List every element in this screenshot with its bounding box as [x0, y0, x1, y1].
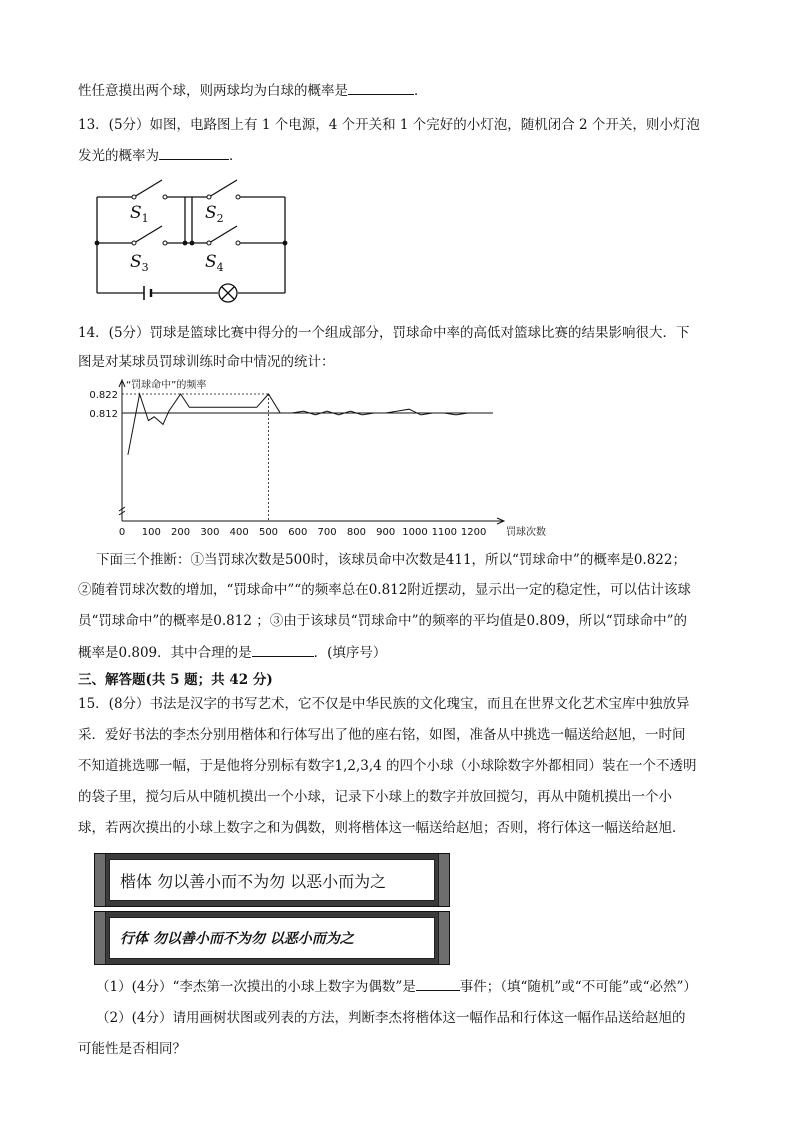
q14-para2: ②随着罚球次数的增加，“罚球命中”“的频率总在0.812附近摆动，显示出一定的稳定性，可以估计该球 — [78, 582, 691, 598]
frequency-series-line — [128, 394, 480, 455]
q13-line2 — [78, 145, 243, 166]
answer-blank — [348, 80, 414, 95]
circuit-diagram — [92, 175, 292, 300]
q15-sub2: （2）(4分）请用画树状图或列表的方法，判断李杰将楷体这一幅作品和行体这一幅作品送给赵旭的 — [96, 1010, 686, 1026]
switch-label-s4: $S_4$ — [205, 252, 224, 274]
x-tick-label: 1000 — [402, 527, 428, 538]
y-tick-label: 0.812 — [89, 409, 118, 420]
switch-label-s3: $S_3$ — [130, 252, 149, 274]
q13-end: ． — [229, 148, 243, 164]
q15-line2: 采．爱好书法的李杰分别用楷体和行体写出了他的座右铭，如图，准备从中挑选一幅送给赵旭，一时间 — [78, 727, 686, 743]
calligraphy-scroll-kaishu — [94, 853, 450, 907]
x-tick-label: 800 — [346, 527, 366, 538]
x-tick-label: 1200 — [460, 527, 487, 538]
q15-sub2-cont: 可能性是否相同？ — [78, 1041, 186, 1057]
q15-sub1 — [96, 976, 697, 997]
q12-tail-line — [78, 80, 428, 101]
answer-blank — [252, 642, 314, 657]
q12-tail-text: 性任意摸出两个球，则两球均为白球的概率是 — [78, 83, 348, 99]
q15-line4: 的袋子里，搅匀后从中随机摸出一个小球，记录下小球上的数字并放回搅匀，再从中随机摸出一个小 — [78, 789, 672, 805]
q14-para3: 员“罚球命中”的概率是0.812 ；③由于该球员“罚球命中”的频率的平均值是0.809，所以“罚球命中”的 — [78, 613, 687, 629]
x-tick-label: 0 — [118, 527, 126, 538]
x-tick-label: 1100 — [431, 527, 458, 538]
q15-line5: 球，若两次摸出的小球上数字之和为偶数，则将楷体这一幅送给赵旭；否则，将行体这一幅送给赵旭． — [78, 820, 686, 836]
section-title: 三、解答题(共 5 题；共 42 分) — [78, 672, 273, 688]
x-tick-label: 600 — [288, 527, 308, 538]
answer-blank — [159, 145, 229, 160]
q15-line1: 15．(8分）书法是汉字的书写艺术，它不仅是中华民族的文化瑰宝，而且在世界文化艺术宝库中独放异 — [78, 696, 690, 712]
q15-line3: 不知道挑选哪一幅，于是他将分别标有数字1,2,3,4 的四个小球（小球除数字外都相同）装在一个不透明 — [78, 758, 697, 774]
x-tick-label: 500 — [258, 527, 279, 538]
switch-label-s1: $S_1$ — [130, 203, 149, 225]
q13-line2-text: 发光的概率为 — [78, 148, 159, 164]
y-axis-label: “罚球命中”的频率 — [126, 380, 207, 391]
x-axis-label: 罚球次数 — [506, 527, 546, 538]
q14-line2: 图是对某球员罚球训练时命中情况的统计： — [78, 354, 335, 370]
answer-blank — [416, 976, 460, 991]
scroll-xingshu-text: 行体 勿以善小而不为勿 以恶小而为之 — [120, 931, 354, 947]
q13-line1: 13．(5分）如图，电路图上有 1 个电源，4 个开关和 1 个完好的小灯泡，随机闭合 2 个开关，则小灯泡 — [78, 117, 700, 133]
q14-para4-end: ．(填序号） — [313, 645, 387, 661]
x-tick-label: 400 — [229, 527, 249, 538]
q14-para4-text: 概率是0.809．其中合理的是 — [78, 645, 252, 661]
x-tick-label: 300 — [200, 527, 220, 538]
q12-tail-end: ． — [414, 83, 428, 99]
y-tick-label: 0.822 — [89, 390, 118, 401]
x-tick-label: 200 — [171, 527, 191, 538]
q15-sub1-text: （1）(4分）“李杰第一次摸出的小球上数字为偶数”是 — [96, 979, 416, 995]
q15-sub1-end: 事件；（填“随机”或“不可能”或“必然”） — [459, 979, 697, 995]
x-tick-label: 100 — [141, 527, 161, 538]
switch-label-s2: $S_2$ — [205, 203, 224, 225]
q14-para4 — [78, 642, 386, 663]
q14-para1: 下面三个推断：①当罚球次数是500时，该球员命中次数是411，所以“罚球命中”的概率是0.822； — [96, 552, 686, 568]
scroll-kaishu-text: 楷体 勿以善小而不为勿 以恶小而为之 — [120, 872, 387, 891]
calligraphy-scroll-xingshu — [94, 911, 450, 965]
q14-line1: 14．(5分）罚球是篮球比赛中得分的一个组成部分，罚球命中率的高低对篮球比赛的结果影响很大．下 — [78, 325, 690, 341]
free-throw-frequency-chart — [88, 378, 546, 543]
x-tick-label: 700 — [317, 527, 337, 538]
x-tick-label: 900 — [376, 527, 396, 538]
